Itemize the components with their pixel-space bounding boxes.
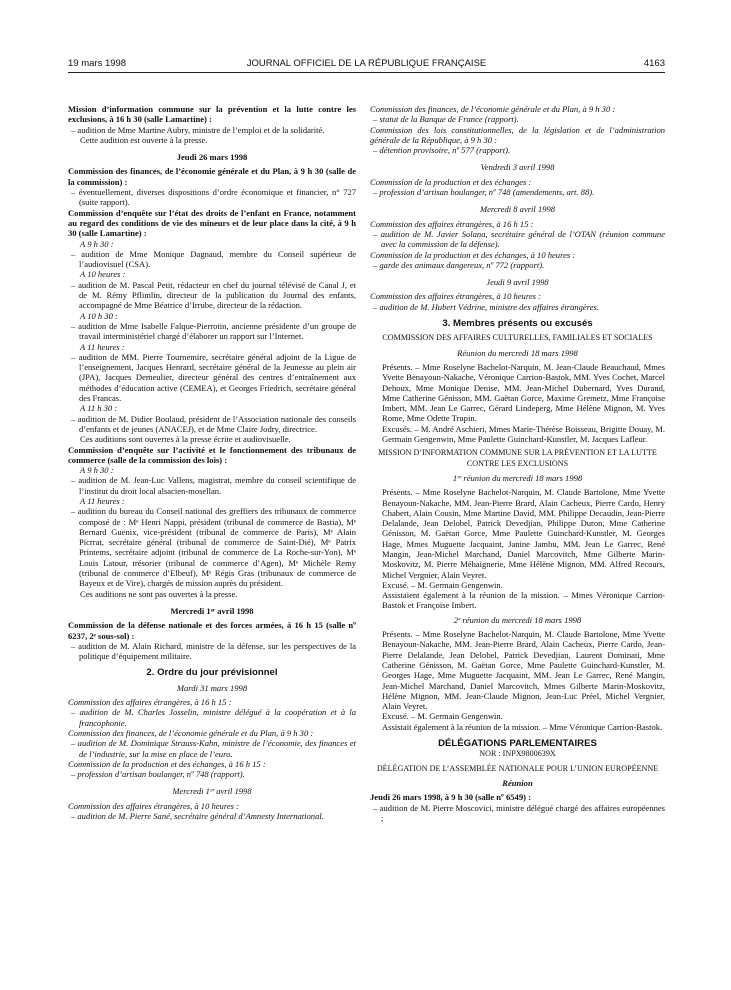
header-date: 19 mars 1998 [68, 58, 127, 69]
right-paragraph: MISSION D’INFORMATION COMMUNE SUR LA PRÉVENTION ET LA LUTTE CONTRE LES EXCLUSIONS [378, 448, 657, 468]
left-paragraph: Commission des finances, de l’économie générale et du Plan, à 9 h 30 : [68, 727, 314, 738]
left-paragraph: Commission d’enquête sur l’activité et le fonctionnement des tribunaux de commerce (salle de la commission des lois) : [68, 444, 356, 465]
left-paragraph: Commission de la défense nationale et des forces armées, à 16 h 15 (salle nº 6237, 2ᵉ sous-sol) : [68, 620, 356, 641]
left-paragraph: Ces auditions ne sont pas ouvertes à la presse. [80, 588, 238, 599]
right-paragraph: Excusé. – M. Germain Gengenwin. [382, 579, 503, 590]
right-paragraph: Excusés. – M. André Aschieri, Mmes Marie-Thérèse Boisseau, Brigitte Douay, M. Germain Gengenwin, Mme Paulette Guinchard-Kunstler, M. Jacques Lafleur. [382, 423, 665, 445]
left-paragraph: – audition de M. Pierre Sané, secrétaire général d’Amnesty International. [71, 811, 324, 821]
right-paragraph: – audition de M. Hubert Védrine, ministre des affaires étrangères. [373, 301, 599, 312]
right-paragraph: Réunion [502, 777, 533, 788]
left-paragraph: A 9 h 30 : [80, 465, 114, 476]
left-paragraph: – audition de Mme Isabelle Falque-Pierrotin, ancienne présidente d’un groupe de travail interministériel chargé d’élaborer un rapport sur l’Internet. [71, 320, 356, 342]
left-paragraph: – profession d’artisan boulanger, nº 748 (rapport). [71, 769, 245, 780]
left-paragraph: Mission d’information commune sur la prévention et la lutte contre les exclusions, à 16 h 30 (salle Lamartine) : [68, 104, 356, 125]
left-paragraph: Jeudi 26 mars 1998 [176, 152, 248, 163]
left-paragraph: A 10 heures : [80, 269, 126, 280]
right-column [370, 104, 665, 823]
left-paragraph: – audition de MM. Pierre Tournemire, secrétaire général adjoint de la Ligue de l’enseignement, Jacques Henrard, secrétaire général de la Jeunesse au plein air (JPA), Jacques Demeulier, directeur général des centres d’entraînement aux méthodes d’éducation active (CEMEA), et Georges Friedrich, secrétaire général des Francas. [71, 351, 356, 404]
right-paragraph: DÉLÉGATION DE L’ASSEMBLÉE NATIONALE POUR L’UNION EUROPÉENNE [376, 763, 659, 773]
right-paragraph: COMMISSION DES AFFAIRES CULTURELLES, FAMILIALES ET SOCIALES [382, 333, 653, 343]
left-paragraph: – éventuellement, diverses dispositions d’ordre économique et financier, n° 727 (suite rapport). [71, 187, 356, 208]
right-paragraph: – détention provisoire, nº 577 (rapport). [373, 145, 511, 156]
right-paragraph: Commission de la production et des échanges, à 10 heures : [370, 249, 576, 260]
left-paragraph: Cette audition est ouverte à la presse. [80, 134, 208, 145]
right-paragraph: 2ᵉ réunion du mercredi 18 mars 1998 [453, 614, 582, 625]
left-paragraph: A 9 h 30 : [80, 238, 114, 249]
right-paragraph: DÉLÉGATIONS PARLEMENTAIRES [438, 738, 597, 750]
left-paragraph: Ces auditions sont ouvertes à la presse écrite et audiovisuelle. [80, 434, 291, 445]
right-paragraph: Présents. – Mme Roselyne Bachelot-Narquin, M. Claude Bartolone, Mme Yvette Benayoun-Nakache, MM. Jean-Pierre Brard, Alain Cacheux, Pierre Cardo, Jean-Pierre Delalande, Jean Delobel, Patrick Devedjian, Laurent Dominati, Mme Catherine Génisson, M. Gaëtan Gorce, Mme Paulette Guinchard-Kunstler, M. Georges Hage, Mme Muguette Jacquaint, MM. Jean Le Garrec, René Mangin, Jean-Michel Marchand, Daniel Marcovitch, Mmes Gilberte Marin-Moskovitz, Hélène Mignon, MM. Jean-Claude Mignon, Jean-Luc Préel, Michel Vergnier, Alain Veyret. [382, 629, 665, 712]
left-paragraph: A 11 h 30 : [80, 403, 118, 414]
right-paragraph: – audition de M. Javier Solana, secrétaire général de l’OTAN (réunion commune avec la commission de la défense). [373, 228, 665, 250]
right-paragraph: Présents. – Mme Roselyne Bachelot-Narquin, M. Claude Bartolone, Mme Yvette Benayoun-Nakache, MM. Jean-Pierre Brard, Alain Cacheux, Pierre Cardo, Henry Chabert, Alain Cousin, Mme Martine David, MM. Philippe Decaudin, Jean-Pierre Delalande, Jean Delobel, Patrick Devedjian, Philippe Duron, Mme Catherine Génisson, M. Gaëtan Gorce, Mme Paulette Guinchard-Kunstler, M. Georges Hage, Mmes Muguette Jacquaint, Janine Jambu, MM. Jean Le Garrec, René Mangin, Jean-Michel Marchand, Daniel Marcovitch, Mme Gilberte Marin-Moskovitz, M. Pierre Méhaignerie, Mme Hélène Mignon, MM. Alfred Recours, Michel Vergnier, Alain Veyret. [382, 487, 665, 580]
left-paragraph: Commission de la production et des échanges, à 16 h 15 : [68, 758, 266, 769]
right-paragraph: Commission des affaires étrangères, à 10 heures : [370, 291, 541, 302]
left-column [68, 104, 356, 821]
left-paragraph: – audition de M. Didier Boulaud, président de l’Association nationale des conseils d’enfants et de jeunes (ANACEJ), et de Mme Claire Jodry, directrice. [71, 413, 356, 434]
left-paragraph: A 11 heures : [80, 341, 125, 352]
right-paragraph: Mercredi 8 avril 1998 [479, 204, 556, 215]
page-number: 4163 [643, 58, 665, 69]
right-paragraph: Présents. – Mme Roselyne Bachelot-Narquin, M. Jean-Claude Beauchaud, Mmes Yvette Benayoun-Nakache, Véronique Carrion-Bastok, MM. Yves Cochet, Marcel Dehoux, Mme Monique Denise, MM. Jean-Michel Dubernard, Yves Durand, Mme Catherine Génisson, MM. Gaëtan Gorce, Maxime Gremetz, Mme Françoise Imbert, MM. Jean Le Garrec, Gérard Lindeperg, Mme Hélène Mignon, M. Yves Rome, Mme Odette Trupin. [382, 361, 665, 424]
left-paragraph: Mercredi 1ᵉʳ avril 1998 [172, 786, 252, 797]
left-paragraph: Commission des finances, de l’économie générale et du Plan, à 9 h 30 (salle de la commission) : [68, 166, 356, 187]
right-paragraph: 1ʳᵉ réunion du mercredi 18 mars 1998 [452, 472, 583, 483]
right-paragraph: Commission des affaires étrangères, à 16 h 15 : [370, 218, 534, 229]
left-paragraph: – audition de M. Charles Josselin, ministre délégué à la coopération et à la francophonie. [71, 707, 356, 728]
right-paragraph: Assistaient également à la réunion de la mission. – Mmes Véronique Carrion-Bastok et Françoise Imbert. [382, 590, 665, 611]
left-paragraph: – audition de Mme Martine Aubry, ministre de l’emploi et de la solidarité. [71, 124, 325, 135]
left-paragraph: Mardi 31 mars 1998 [176, 682, 248, 693]
left-paragraph: – audition de M. Dominique Strauss-Kahn, ministre de l’économie, des finances et de l’industrie, sur la mise en place de l’euro. [71, 738, 356, 759]
right-paragraph: Commission des finances, de l’économie générale et du Plan, à 9 h 30 : [370, 104, 616, 114]
journal-title: JOURNAL OFFICIEL DE LA RÉPUBLIQUE FRANÇAISE [246, 58, 487, 69]
left-paragraph: Commission d’enquête sur l’état des droits de l’enfant en France, notamment au regard des conditions de vie des mineurs et de leur place dans la cité, à 9 h 30 (salle Lamartine) : [68, 207, 356, 239]
right-paragraph: Réunion du mercredi 18 mars 1998 [457, 347, 578, 358]
right-paragraph: – garde des animaux dangereux, nº 772 (rapport). [373, 259, 545, 270]
left-paragraph: Mercredi 1ᵉʳ avril 1998 [170, 605, 254, 616]
right-paragraph: – audition de M. Pierre Moscovici, ministre délégué chargé des affaires européennes ; [373, 802, 665, 823]
right-paragraph: Jeudi 26 mars 1998, à 9 h 30 (salle nº 6549) : [370, 792, 531, 803]
right-paragraph: NOR : INPX9800639X [479, 749, 556, 759]
left-paragraph: A 10 h 30 : [80, 310, 118, 321]
right-paragraph: – profession d’artisan boulanger, nº 748 (amendements, art. 88). [373, 187, 595, 198]
right-paragraph: Assistait également à la réunion de la mission. – Mme Véronique Carrion-Bastok. [382, 721, 663, 732]
left-paragraph: – audition de Mme Monique Dagnaud, membre du Conseil supérieur de l’audiovisuel (CSA). [71, 248, 356, 270]
left-paragraph: – audition de M. Alain Richard, ministre de la défense, sur les perspectives de la politique d’équipement militaire. [71, 640, 356, 662]
left-paragraph: – audition du bureau du Conseil national des greffiers des tribunaux de commerce composé de : Mᵉ Henri Nappi, président (tribunal de commerce de Bastia), Mᵉ Bernard Guenix, vice-président (tribunal de commerce de Paris), Mᵉ Alain Picrrat, secrétaire général (tribunal de commerce de Saint-Dié), Mᵉ Patrix Printems, secrétaire adjoint (tribunal de commerce de La Roche-sur-Yon), Mᵉ Louis Latour, trésorier (tribunal de commerce d’Agen), Mᵉ Michèle Remy (tribunal de commerce d’Elbeuf), Mᵉ Régis Gras (tribunaux de commerce de Bayeux et de Vire), chargés de mission auprès du président. [71, 506, 356, 589]
right-paragraph: Commission des lois constitutionnelles, de la législation et de l’administration générale de la République, à 9 h 30 : [370, 124, 665, 145]
right-paragraph: 3. Membres présents ou excusés [442, 318, 593, 330]
header-rule [68, 72, 665, 73]
left-paragraph: – audition de M. Jean-Luc Vallens, magistrat, membre du conseil scientifique de l’institut du droit local alsacien-mosellan. [71, 475, 356, 496]
right-paragraph: Excusé. – M. Germain Gengenwin. [382, 711, 503, 722]
right-paragraph: – statut de la Banque de France (rapport). [373, 114, 519, 125]
page-header [68, 58, 665, 70]
right-paragraph: Vendredi 3 avril 1998 [480, 162, 555, 173]
right-paragraph: Jeudi 9 avril 1998 [486, 277, 549, 288]
right-paragraph: Commission de la production et des échanges : [370, 176, 532, 187]
left-paragraph: Commission des affaires étrangères, à 16 h 15 : [68, 697, 232, 708]
left-paragraph: A 11 heures : [80, 495, 125, 506]
left-paragraph: 2. Ordre du jour prévisionnel [146, 667, 278, 679]
left-paragraph: – audition de M. Pascal Petit, rédacteur en chef du journal télévisé de Canal J, et de M. Rémy Pflimlin, directeur de la publication du Journal des enfants, accompagné de Mme Béatrice d’Irrube, directeur de la rédaction. [71, 279, 356, 311]
left-paragraph: Commission des affaires étrangères, à 10 heures : [68, 800, 239, 811]
